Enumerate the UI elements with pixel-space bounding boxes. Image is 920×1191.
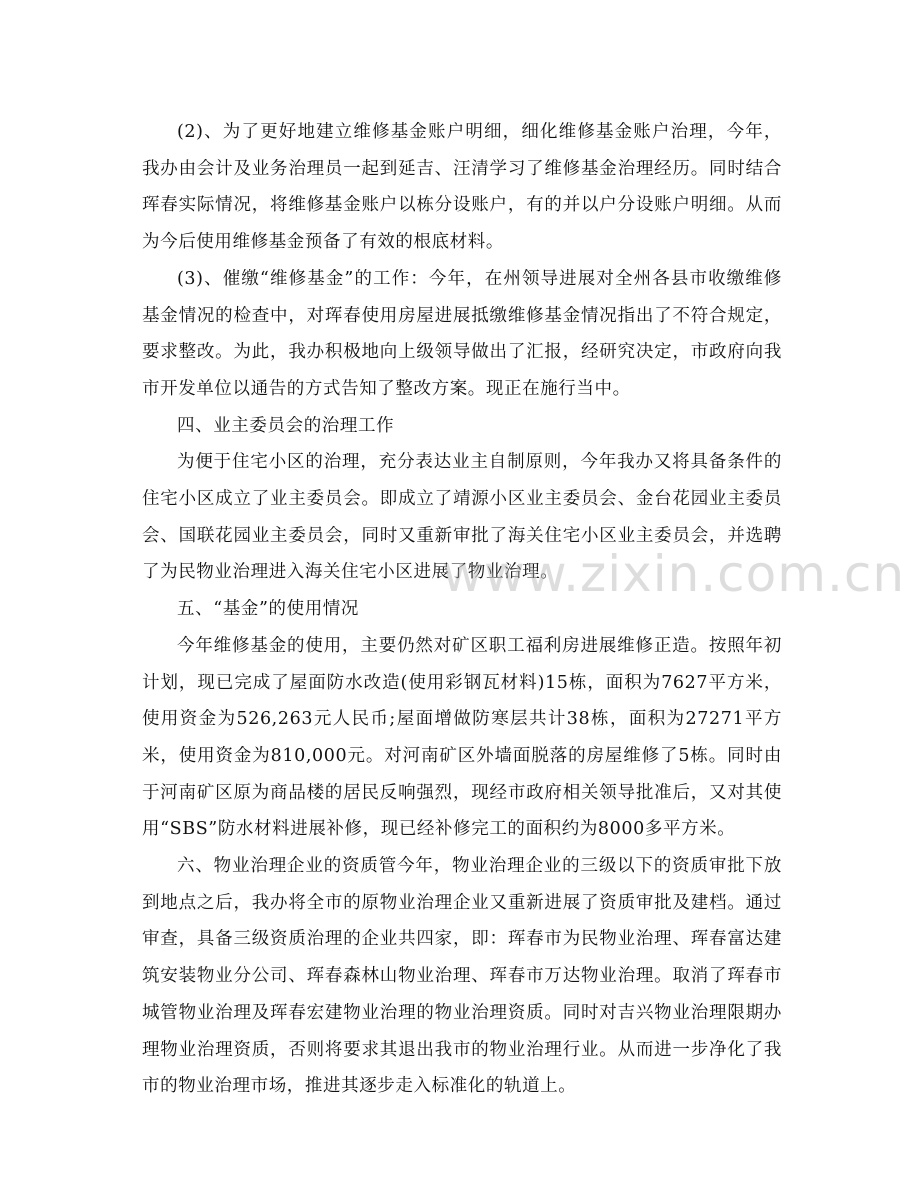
paragraph-owners-committee: 为便于住宅小区的治理，充分表达业主自制原则，今年我办又将具备条件的住宅小区成立了业主委员会。即成立了靖源小区业主委员会、金台花园业主委员会、国联花园业主委员会，同时又重新审批了海关住宅小区业主委员会，并选聘了为民物业治理进入海关住宅小区进展了物业治理。 [142,452,782,583]
paragraph-fund-usage: 今年维修基金的使用，主要仍然对矿区职工福利房进展维修正造。按照年初计划，现已完成了屋面防水改造(使用彩钢瓦材料)15栋，面积为7627平方米，使用资金为526,263元人民币;屋面增做防寒层共计38栋，面积为27271平方米，使用资金为810,000元。对河南矿区外墙面脱落的房屋维修了5栋。同时由于河南矿区原为商品楼的居民反响强烈，现经市政府相关领导批准后，又对其使用“SBS”防水材料进展补修，现已经补修完工的面积约为8000多平方米。 [142,635,782,840]
section-heading-owners-committee: 四、业主委员会的治理工作 [177,415,395,436]
paragraph-qualification-management: 六、物业治理企业的资质管今年，物业治理企业的三级以下的资质审批下放到地点之后，我办将全市的原物业治理企业又重新进展了资质审批及建档。通过审查，具备三级资质治理的企业共四家，即：珲春市为民物业治理、珲春富达建筑安装物业分公司、珲春森林山物业治理、珲春市万达物业治理。取消了珲春市城管物业治理及珲春宏建物业治理的物业治理资质。同时对吉兴物业治理限期办理物业治理资质，否则将要求其退出我市的物业治理行业。从而进一步净化了我市的物业治理市场，推进其逐步走入标准化的轨道上。 [142,856,782,1097]
section-heading-fund-usage: 五、“基金”的使用情况 [177,599,359,620]
paragraph-fund-collection: (3)、催缴“维修基金”的工作：今年，在州领导进展对全州各县市收缴维修基金情况的检查中，对珲春使用房屋进展抵缴维修基金情况指出了不符合规定，要求整改。为此，我办积极地向上级领导做出了汇报，经研究决定，市政府向我市开发单位以通告的方式告知了整改方案。现正在施行当中。 [142,268,782,399]
document-body [142,114,782,1105]
watermark: www.zixin.com.cn [442,545,906,603]
paragraph-maintenance-fund-accounts: (2)、为了更好地建立维修基金账户明细，细化维修基金账户治理，今年，我办由会计及业务治理员一起到延吉、汪清学习了维修基金治理经历。同时结合珲春实际情况，将维修基金账户以栋分设账户，有的并以户分设账户明细。从而为今后使用维修基金预备了有效的根底材料。 [142,122,782,253]
